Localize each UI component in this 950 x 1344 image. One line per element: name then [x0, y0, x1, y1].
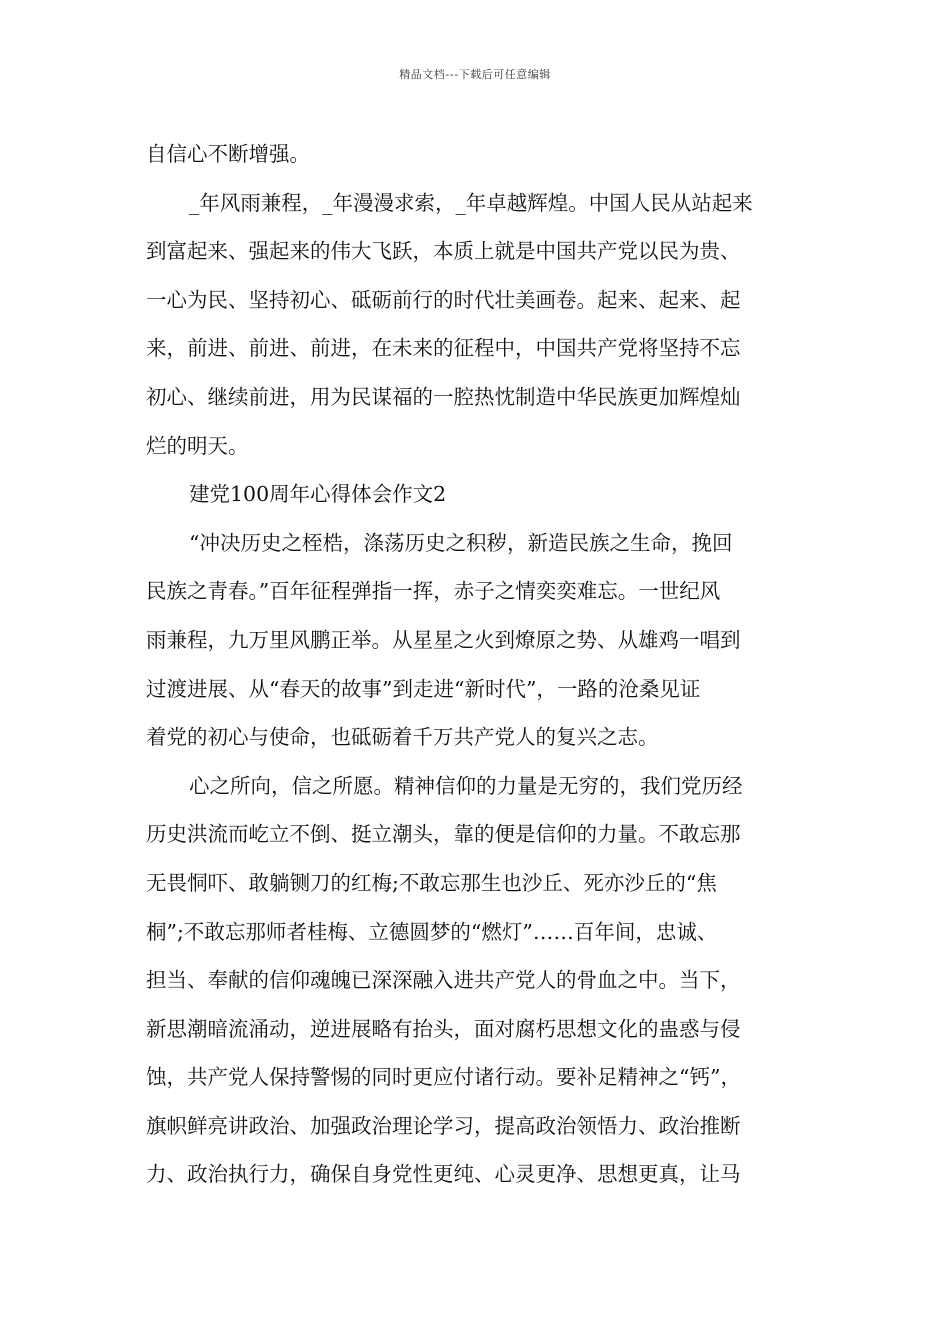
text-line: 来，前进、前进、前进，在未来的征程中，中国共产党将坚持不忘	[146, 336, 741, 361]
text-line: 初心、继续前进，用为民谋福的一腔热忱制造中华民族更加辉煌灿	[146, 384, 741, 409]
text-line: 一心为民、坚持初心、砥砺前行的时代壮美画卷。起来、起来、起	[146, 287, 741, 312]
document-body	[146, 130, 816, 1199]
text-line: 力、政治执行力，确保自身党性更纯、心灵更净、思想更真，让马	[146, 1162, 741, 1187]
page-header: 精品文档---下载后可任意编辑	[399, 68, 551, 81]
text-line: 蚀，共产党人保持警惕的同时更应付诸行动。要补足精神之“钙”，	[146, 1065, 741, 1090]
text-line: 无畏恫吓、敢躺铡刀的红梅;不敢忘那生也沙丘、死亦沙丘的“焦	[146, 870, 717, 895]
text-line: 建党100周年心得体会作文2	[189, 482, 447, 507]
text-line: 烂的明天。	[146, 433, 249, 458]
text-line: _年风雨兼程，_年漫漫求索，_年卓越辉煌。中国人民从站起来	[189, 190, 753, 215]
text-line: 自信心不断增强。	[146, 142, 310, 166]
text-line: 心之所向，信之所愿。精神信仰的力量是无穷的，我们党历经	[189, 773, 743, 798]
text-line: “冲决历史之桎梏，涤荡历史之积秽，新造民族之生命，挽回	[189, 530, 733, 555]
text-line: 雨兼程，九万里风鹏正举。从星星之火到燎原之势、从雄鸡一唱到	[146, 627, 741, 652]
text-line: 到富起来、强起来的伟大飞跃，本质上就是中国共产党以民为贵、	[146, 239, 741, 264]
text-line: 担当、奉献的信仰魂魄已深深融入进共产党人的骨血之中。当下，	[146, 968, 741, 993]
text-line: 过渡进展、从“春天的故事”到走进“新时代”，一路的沧桑见证	[146, 676, 701, 701]
text-line: 旗帜鲜亮讲政治、加强政治理论学习，提高政治领悟力、政治推断	[146, 1113, 741, 1138]
text-line: 新思潮暗流涌动，逆进展略有抬头，面对腐朽思想文化的蛊惑与侵	[146, 1016, 741, 1041]
text-line: 历史洪流而屹立不倒、挺立潮头，靠的便是信仰的力量。不敢忘那	[146, 822, 741, 847]
text-line: 着党的初心与使命，也砥砺着千万共产党人的复兴之志。	[146, 725, 659, 750]
text-line: 桐”;不敢忘那师者桂梅、立德圆梦的“燃灯”……百年间，忠诚、	[146, 919, 718, 944]
text-line: 民族之青春。”百年征程弹指一挥，赤子之情奕奕难忘。一世纪风	[146, 579, 721, 604]
